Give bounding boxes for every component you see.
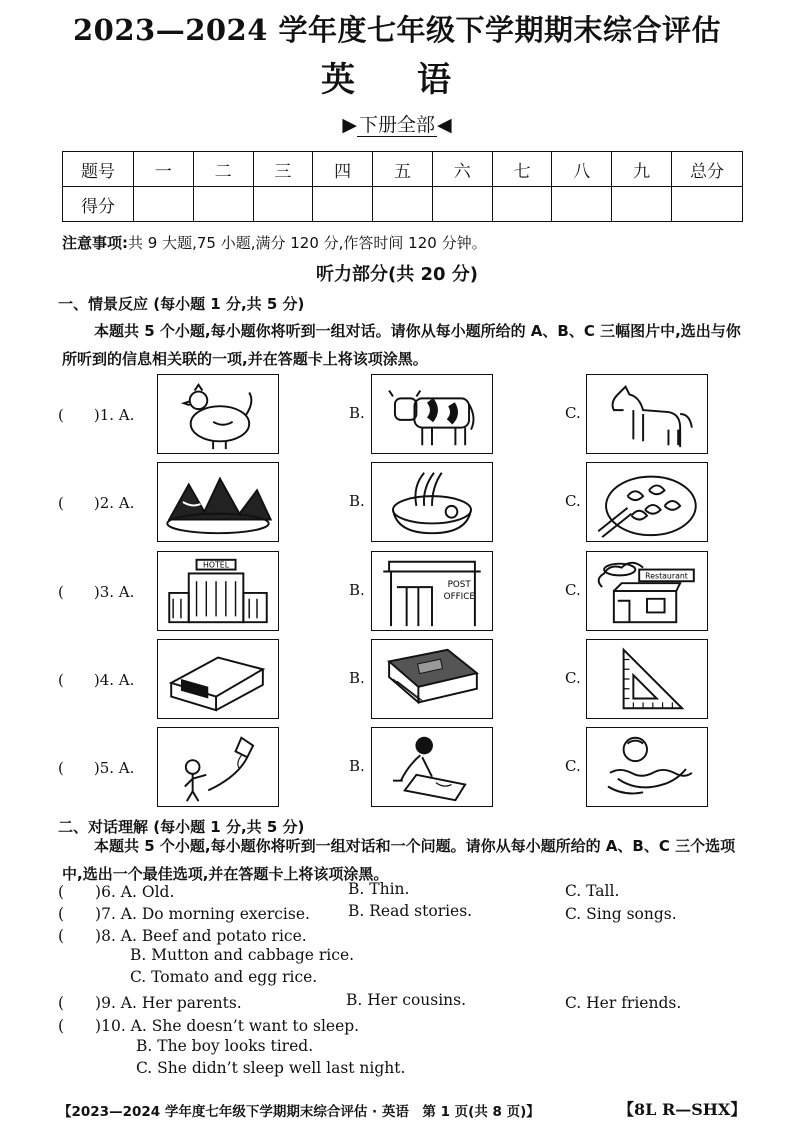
q3-option-a-picture[interactable] (157, 551, 279, 631)
q9-option-b[interactable]: B. Her cousins. (346, 991, 467, 1009)
score-input-cell[interactable] (672, 187, 743, 222)
q5-option-a-label: ( )5. A. (58, 759, 135, 777)
table-cell: 二 (193, 152, 253, 187)
score-input-cell[interactable] (432, 187, 492, 222)
q7-option-c[interactable]: C. Sing songs. (565, 905, 677, 923)
q3-option-c-label: C. (565, 581, 581, 599)
table-cell: 三 (253, 152, 313, 187)
notes-label: 注意事项: (62, 234, 128, 252)
q5-option-c-label: C. (565, 757, 581, 775)
notes (62, 232, 487, 253)
post-office-icon (372, 552, 492, 630)
page-footer: 【2023—2024 学年度七年级下学期期末综合评估 · 英语 第 1 页(共 8 页)】 (58, 1104, 540, 1120)
section2-heading: 二、对话理解 (每小题 1 分,共 5 分) (58, 818, 305, 836)
ruler-icon (587, 640, 707, 718)
q3-option-a-label: ( )3. A. (58, 583, 135, 601)
q8-option-b[interactable]: B. Mutton and cabbage rice. (130, 946, 355, 964)
q1-option-a-label: ( )1. A. (58, 406, 135, 424)
drawing-icon (372, 728, 492, 806)
q2-option-c-picture[interactable] (586, 462, 708, 542)
q10-option-b[interactable]: B. The boy looks tired. (136, 1037, 314, 1055)
score-input-cell[interactable] (552, 187, 612, 222)
dumplings-icon (587, 463, 707, 541)
q4-option-c-picture[interactable] (586, 639, 708, 719)
score-table (62, 151, 743, 222)
table-cell: 总分 (672, 152, 743, 187)
q5-option-a-picture[interactable] (157, 727, 279, 807)
q3-option-c-picture[interactable] (586, 551, 708, 631)
q2-option-a-picture[interactable] (157, 462, 279, 542)
hotel-icon (158, 552, 278, 630)
eraser-icon (158, 640, 278, 718)
q1-option-c-picture[interactable] (586, 374, 708, 454)
section2-instructions: 本题共 5 个小题,每小题你将听到一组对话和一个问题。请你从每小题所给的 A、B、C 三个选项中,选出一个最佳选项,并在答题卡上将该项涂黑。 (62, 837, 736, 883)
q5-option-b-picture[interactable] (371, 727, 493, 807)
score-input-cell[interactable] (193, 187, 253, 222)
q7-option-b[interactable]: B. Read stories. (348, 902, 473, 920)
q9-option-c[interactable]: C. Her friends. (565, 994, 682, 1012)
book-icon (372, 640, 492, 718)
zongzi-icon (158, 463, 278, 541)
table-cell: 一 (134, 152, 194, 187)
q10-option-a[interactable]: ( )10. A. She doesn’t want to sleep. (58, 1017, 360, 1035)
q2-option-a-label: ( )2. A. (58, 494, 135, 512)
section1-heading: 一、情景反应 (每小题 1 分,共 5 分) (58, 295, 305, 313)
q4-option-b-picture[interactable] (371, 639, 493, 719)
table-cell: 九 (612, 152, 672, 187)
office-sign-text: OFFICE (443, 591, 475, 602)
score-input-cell[interactable] (253, 187, 313, 222)
q8-option-c[interactable]: C. Tomato and egg rice. (130, 968, 318, 986)
q1-option-b-picture[interactable] (371, 374, 493, 454)
q6-option-a[interactable]: ( )6. A. Old. (58, 883, 175, 901)
table-cell: 五 (373, 152, 433, 187)
table-cell: 四 (313, 152, 373, 187)
score-input-cell[interactable] (612, 187, 672, 222)
q7-option-a[interactable]: ( )7. A. Do morning exercise. (58, 905, 310, 923)
q8-option-a[interactable]: ( )8. A. Beef and potato rice. (58, 927, 307, 945)
score-input-cell[interactable] (373, 187, 433, 222)
q6-option-b[interactable]: B. Thin. (348, 880, 410, 898)
noodles-icon (372, 463, 492, 541)
score-table-header-row (63, 152, 743, 187)
q1-option-a-picture[interactable] (157, 374, 279, 454)
exam-title: 2023—2024 学年度七年级下学期期末综合评估 (72, 13, 722, 47)
table-cell: 七 (492, 152, 552, 187)
restaurant-icon (587, 552, 707, 630)
cow-icon (372, 375, 492, 453)
score-input-cell[interactable] (313, 187, 373, 222)
paper-code: 【8L R—SHX】 (618, 1100, 747, 1119)
score-input-cell[interactable] (492, 187, 552, 222)
table-cell: 题号 (63, 152, 134, 187)
subject-title: 英语 (321, 60, 513, 100)
kite-flying-icon (158, 728, 278, 806)
q3-option-b-label: B. (349, 581, 365, 599)
section1-instructions: 本题共 5 个小题,每小题你将听到一组对话。请你从每小题所给的 A、B、C 三幅图片中,选出与你所听到的信息相关联的一项,并在答题卡上将该项涂黑。 (62, 322, 741, 368)
q5-option-c-picture[interactable] (586, 727, 708, 807)
hen-icon (158, 375, 278, 453)
q2-option-c-label: C. (565, 492, 581, 510)
table-cell: 八 (552, 152, 612, 187)
q2-option-b-label: B. (349, 492, 365, 510)
swimming-icon (587, 728, 707, 806)
q4-option-a-label: ( )4. A. (58, 671, 135, 689)
hotel-sign-text: HOTEL (203, 560, 230, 570)
volume-label: ▶ 下册全部 ◀ (342, 114, 452, 136)
q1-option-b-label: B. (349, 404, 365, 422)
q9-option-a[interactable]: ( )9. A. Her parents. (58, 994, 242, 1012)
score-table-score-row (63, 187, 743, 222)
restaurant-sign-text: Restaurant (645, 571, 688, 581)
q4-option-b-label: B. (349, 669, 365, 687)
post-sign-text: POST (447, 580, 471, 591)
table-cell: 六 (432, 152, 492, 187)
q4-option-a-picture[interactable] (157, 639, 279, 719)
q10-option-c[interactable]: C. She didn’t sleep well last night. (136, 1059, 406, 1077)
q1-option-c-label: C. (565, 404, 581, 422)
table-cell: 得分 (63, 187, 134, 222)
q4-option-c-label: C. (565, 669, 581, 687)
q2-option-b-picture[interactable] (371, 462, 493, 542)
horse-icon (587, 375, 707, 453)
q5-option-b-label: B. (349, 757, 365, 775)
score-input-cell[interactable] (134, 187, 194, 222)
right-triangle-icon: ▶ (342, 114, 357, 136)
notes-text: 共 9 大题,75 小题,满分 120 分,作答时间 120 分钟。 (128, 234, 487, 252)
listening-title: 听力部分(共 20 分) (315, 264, 479, 285)
q6-option-c[interactable]: C. Tall. (565, 882, 620, 900)
q3-option-b-picture[interactable] (371, 551, 493, 631)
left-triangle-icon: ◀ (437, 114, 452, 136)
